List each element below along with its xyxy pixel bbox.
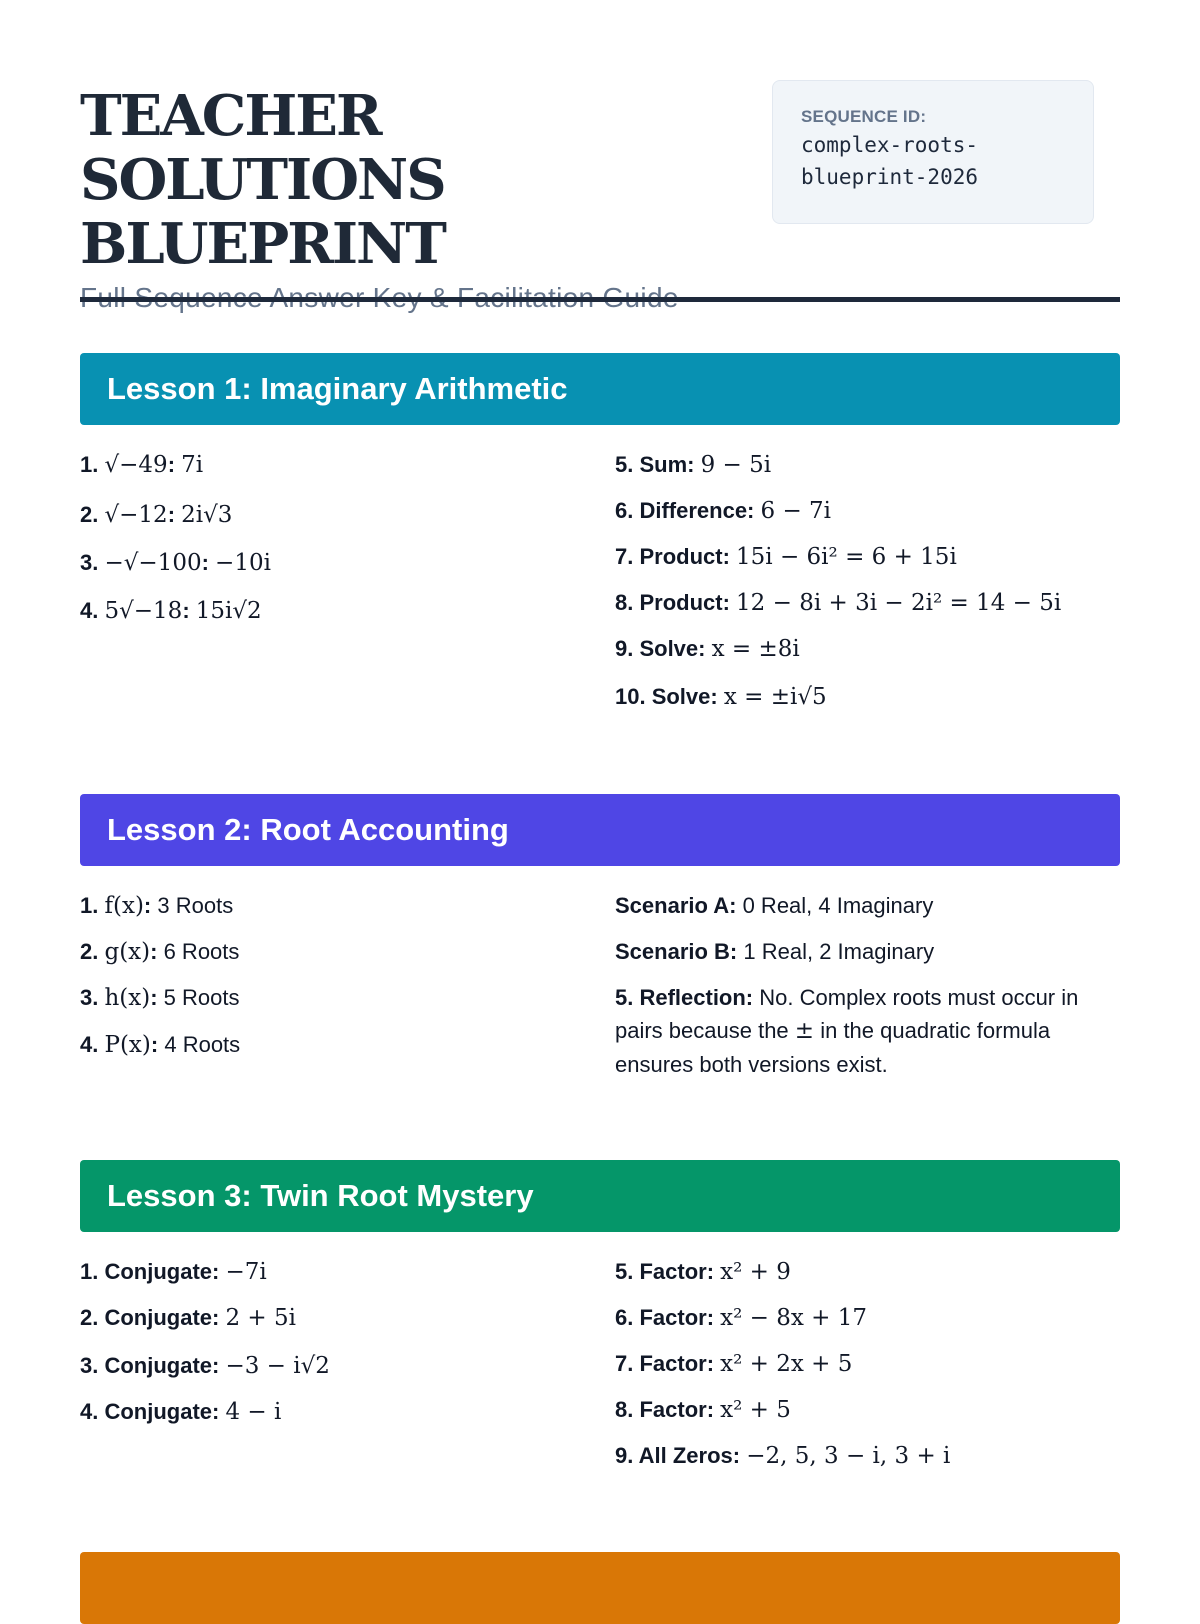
lesson-2-banner: Lesson 2: Root Accounting [80, 794, 1120, 866]
list-item: 4. 5√−18: 15i√2 [80, 598, 262, 624]
list-item: 1. √−49: 7i [80, 452, 204, 478]
list-item: 9. Solve: x = ±8i [615, 636, 800, 662]
page-title [80, 84, 760, 276]
list-item: 9. All Zeros: −2, 5, 3 − i, 3 + i [615, 1443, 951, 1469]
header-divider [80, 297, 1120, 302]
list-item: 8. Product: 12 − 8i + 3i − 2i² = 14 − 5i [615, 590, 1062, 616]
answer-key-page [80, 0, 1120, 1600]
list-item: 10. Solve: x = ±i√5 [615, 684, 827, 710]
list-item: 8. Factor: x² + 5 [615, 1397, 791, 1423]
list-item: 7. Factor: x² + 2x + 5 [615, 1351, 853, 1377]
lesson-4-banner [80, 1552, 1120, 1624]
title-line-2: BLUEPRINT [80, 211, 445, 277]
list-item: 2. √−12: 2i√3 [80, 502, 233, 528]
list-item: 4. P(x): 4 Roots [80, 1032, 241, 1058]
list-item: 3. −√−100: −10i [80, 550, 271, 576]
list-item: 2. g(x): 6 Roots [80, 939, 240, 965]
header [80, 84, 760, 314]
list-item: Scenario A: 0 Real, 4 Imaginary [615, 893, 934, 918]
list-item: 6. Difference: 6 − 7i [615, 498, 832, 524]
list-item: 4. Conjugate: 4 − i [80, 1399, 282, 1425]
list-item: 1. Conjugate: −7i [80, 1259, 267, 1285]
list-item: 3. h(x): 5 Roots [80, 985, 240, 1011]
list-item: 3. Conjugate: −3 − i√2 [80, 1353, 330, 1379]
lesson-1-banner: Lesson 1: Imaginary Arithmetic [80, 353, 1120, 425]
list-item: Scenario B: 1 Real, 2 Imaginary [615, 939, 935, 964]
list-item: 5. Factor: x² + 9 [615, 1259, 791, 1285]
sequence-id-label: SEQUENCE ID: [801, 107, 927, 126]
list-item: 5. Sum: 9 − 5i [615, 452, 772, 478]
list-item: 7. Product: 15i − 6i² = 6 + 15i [615, 544, 957, 570]
title-line-1: TEACHER SOLUTIONS [80, 83, 445, 213]
list-item: 2. Conjugate: 2 + 5i [80, 1305, 296, 1331]
reflection-answer: 5. Reflection: No. Complex roots must occur in pairs because the ± in the quadratic formula ensures both versions exist. [615, 985, 1079, 1077]
sequence-id-value: complex-roots-blueprint-2026 [801, 133, 979, 189]
list-item: 6. Factor: x² − 8x + 17 [615, 1305, 868, 1331]
list-item: 1. f(x): 3 Roots [80, 893, 234, 919]
sequence-id-box [772, 80, 1094, 224]
lesson-3-banner: Lesson 3: Twin Root Mystery [80, 1160, 1120, 1232]
